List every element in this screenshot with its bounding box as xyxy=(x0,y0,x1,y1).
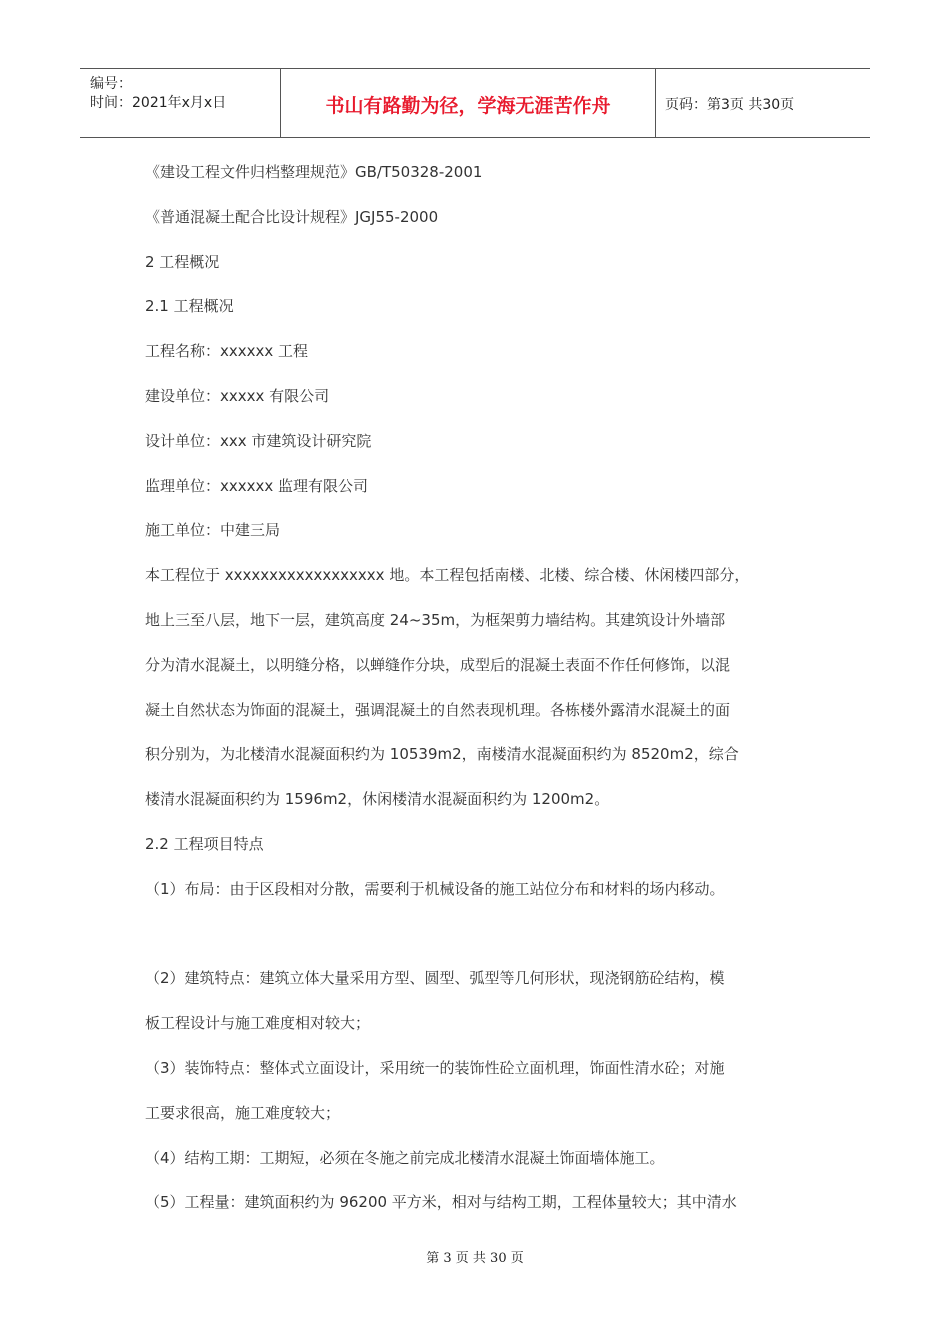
body-line: （5）工程量：建筑面积约为 96200 平方米，相对与结构工期，工程体量较大；其中清水 xyxy=(145,1193,737,1212)
body-line: 凝土自然状态为饰面的混凝土，强调混凝土的自然表现机理。各栋楼外露清水混凝土的面 xyxy=(145,700,731,719)
body-line: 设计单位：xxx 市建筑设计研究院 xyxy=(145,431,372,450)
header-left-cell xyxy=(80,69,280,137)
header-motto-cell xyxy=(280,69,656,137)
body-line: 本工程位于 xxxxxxxxxxxxxxxxxx 地。本工程包括南楼、北楼、综合楼、休闲楼四部分， xyxy=(145,566,750,585)
body-line: （2）建筑特点：建筑立体大量采用方型、圆型、弧型等几何形状，现浇钢筋砼结构，模 xyxy=(145,969,725,988)
body-line: 建设单位：xxxxx 有限公司 xyxy=(145,386,330,405)
body-line: 《普通混凝土配合比设计规程》JGJ55-2000 xyxy=(145,207,439,226)
body-line: 《建设工程文件归档整理规范》GB/T50328-2001 xyxy=(145,163,483,181)
body-line: （4）结构工期：工期短，必须在冬施之前完成北楼清水混凝土饰面墙体施工。 xyxy=(145,1148,665,1167)
body-line: （1）布局：由于区段相对分散，需要利于机械设备的施工站位分布和材料的场内移动。 xyxy=(145,879,725,898)
body-line: 工程名称：xxxxxx 工程 xyxy=(145,342,309,361)
body-line: 施工单位：中建三局 xyxy=(145,521,281,540)
motto-text: 书山有路勤为径，学海无涯苦作舟 xyxy=(325,95,611,117)
body-line: 2 工程概况 xyxy=(145,252,220,271)
body-line: 分为清水混凝土，以明缝分格，以蝉缝作分块，成型后的混凝土表面不作任何修饰，以混 xyxy=(145,655,731,674)
time-label: 时间：2021年x月x日 xyxy=(90,95,227,111)
body-line: 积分别为，为北楼清水混凝面积约为 10539m2，南楼清水混凝面积约为 8520m2，综合 xyxy=(145,745,739,764)
body-line: 监理单位：xxxxxx 监理有限公司 xyxy=(145,476,369,495)
page-info: 页码：第3页 共30页 xyxy=(665,97,795,113)
page-header xyxy=(80,68,870,138)
page-footer: 第 3 页 共 30 页 xyxy=(426,1251,524,1266)
body-line: 工要求很高，施工难度较大； xyxy=(145,1103,341,1122)
body-line: （3）装饰特点：整体式立面设计，采用统一的装饰性砼立面机理，饰面性清水砼；对施 xyxy=(145,1058,725,1077)
body-line: 2.2 工程项目特点 xyxy=(145,834,264,853)
header-page-cell xyxy=(655,69,870,137)
body-line: 2.1 工程概况 xyxy=(145,297,234,316)
document-body xyxy=(145,150,815,1225)
body-line: 楼清水混凝面积约为 1596m2，休闲楼清水混凝面积约为 1200m2。 xyxy=(145,790,610,809)
body-line: 地上三至八层，地下一层，建筑高度 24~35m，为框架剪力墙结构。其建筑设计外墙部 xyxy=(145,610,726,629)
body-line: 板工程设计与施工难度相对较大； xyxy=(145,1014,371,1033)
blank-line xyxy=(145,912,815,957)
number-label: 编号： xyxy=(90,76,132,92)
